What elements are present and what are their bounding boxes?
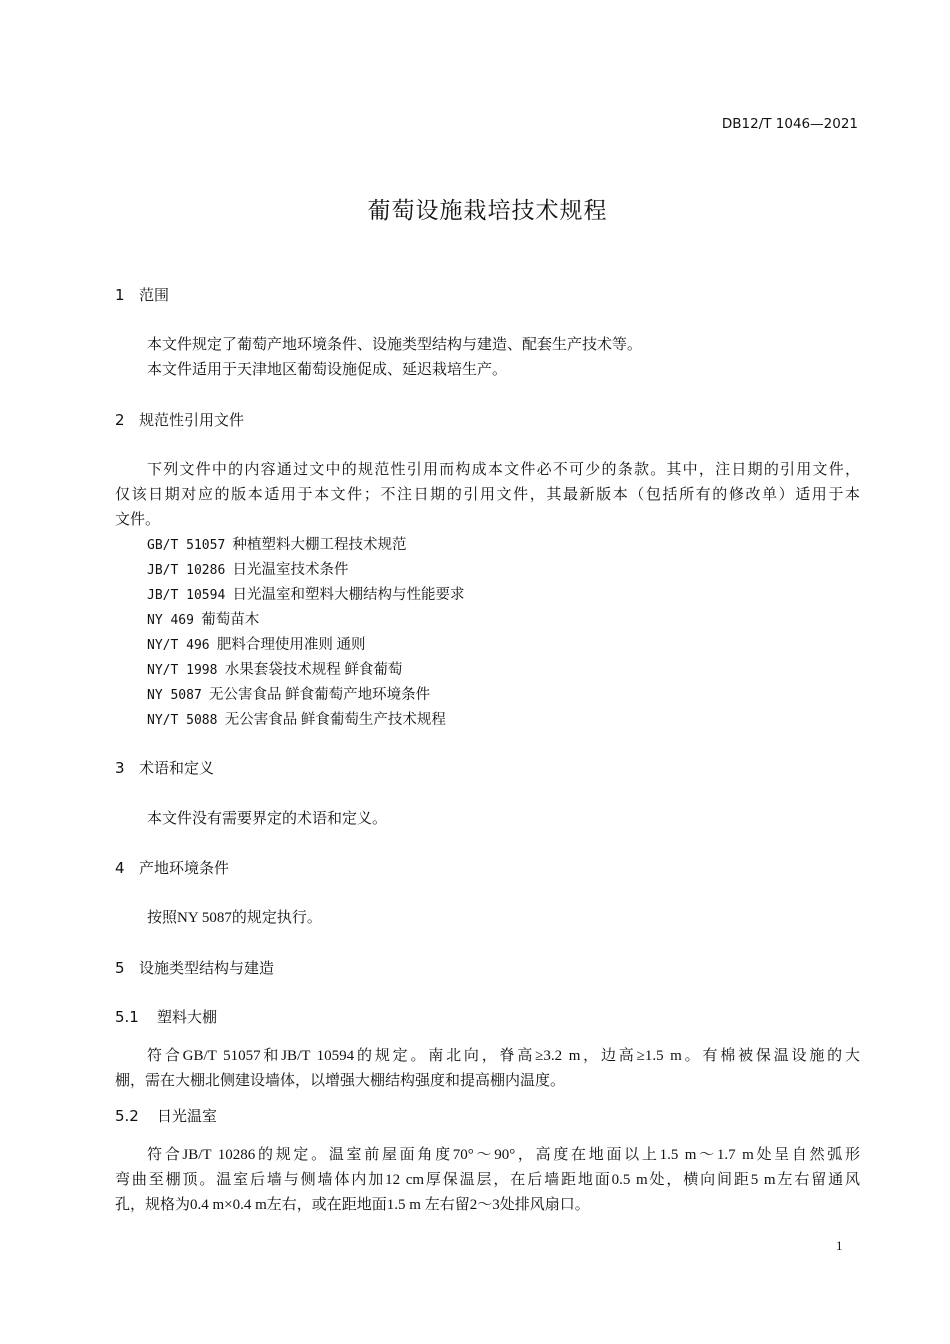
reference-code: NY/T 496 [147,638,210,653]
section-title: 术语和定义 [139,759,215,777]
reference-title: 日光温室和塑料大棚结构与性能要求 [232,587,465,603]
reference-code: NY 5087 [147,688,202,703]
section-number: 3 [115,759,125,777]
section-number: 5 [115,959,125,977]
reference-item [147,708,446,729]
section-5-1-line-1: 符合GB/T 51057和JB/T 10594的规定。南北向，脊高≥3.2 m，边高≥1.5 m。有棉被保温设施的大 [147,1048,860,1064]
reference-code: GB/T 51057 [147,538,226,553]
reference-item [147,683,430,704]
reference-title: 无公害食品 鲜食葡萄生产技术规程 [224,712,446,728]
reference-code: NY/T 1998 [147,663,218,678]
section-1-paragraph-2: 本文件适用于天津地区葡萄设施促成、延迟栽培生产。 [147,362,508,378]
section-5-2-heading [115,1105,217,1126]
page-number: 1 [836,1238,843,1253]
section-4-heading [115,857,229,878]
reference-code: JB/T 10286 [147,563,226,578]
reference-title: 无公害食品 鲜食葡萄产地环境条件 [209,687,431,703]
section-number: 4 [115,859,125,877]
section-title: 产地环境条件 [139,859,230,877]
section-3-paragraph: 本文件没有需要界定的术语和定义。 [147,811,388,827]
reference-code: JB/T 10594 [147,588,226,603]
reference-item [147,658,402,679]
section-2-heading [115,409,244,430]
section-5-heading [115,957,274,978]
section-2-intro-line-3: 文件。 [115,512,161,528]
reference-item [147,533,407,554]
reference-code: NY 469 [147,613,194,628]
section-number: 5.1 [115,1008,139,1026]
section-1-paragraph-1: 本文件规定了葡萄产地环境条件、设施类型结构与建造、配套生产技术等。 [147,337,643,353]
document-code: DB12/T 1046—2021 [721,116,858,132]
reference-item [147,583,465,604]
section-5-1-line-2: 棚，需在大棚北侧建设墙体，以增强大棚结构强度和提高棚内温度。 [115,1073,566,1089]
reference-title: 肥料合理使用准则 通则 [216,637,366,653]
section-2-intro-line-1: 下列文件中的内容通过文中的规范性引用而构成本文件必不可少的条款。其中，注日期的引用文件， [147,462,860,478]
reference-item [147,558,349,579]
section-title: 规范性引用文件 [139,411,245,429]
section-5-1-heading [115,1006,217,1027]
section-3-heading [115,757,214,778]
section-title: 设施类型结构与建造 [139,959,275,977]
section-number: 5.2 [115,1107,139,1125]
document-title: 葡萄设施栽培技术规程 [367,198,608,223]
reference-title: 日光温室技术条件 [232,562,349,578]
section-4-paragraph: 按照NY 5087的规定执行。 [147,910,322,926]
section-2-intro-line-2: 仅该日期对应的版本适用于本文件；不注日期的引用文件，其最新版本（包括所有的修改单）适用于本 [115,487,860,503]
section-title: 日光温室 [157,1107,218,1125]
reference-title: 种植塑料大棚工程技术规范 [232,537,407,553]
section-title: 塑料大棚 [157,1008,218,1026]
reference-title: 水果套袋技术规程 鲜食葡萄 [224,662,403,678]
section-number: 2 [115,411,125,429]
reference-item [147,633,366,654]
section-5-2-line-1: 符合JB/T 10286的规定。温室前屋面角度70°～90°，高度在地面以上1.5 m～1.7 m处呈自然弧形 [147,1147,860,1163]
reference-item [147,608,259,629]
section-number: 1 [115,286,125,304]
section-1-heading [115,284,169,305]
section-5-2-line-3: 孔，规格为0.4 m×0.4 m左右，或在距地面1.5 m 左右留2～3处排风扇口。 [115,1197,590,1213]
section-5-2-line-2: 弯曲至棚顶。温室后墙与侧墙体内加12 cm厚保温层，在后墙距地面0.5 m处，横向间距5 m左右留通风 [115,1172,860,1188]
section-title: 范围 [139,286,170,304]
reference-code: NY/T 5088 [147,713,218,728]
reference-title: 葡萄苗木 [201,612,260,628]
